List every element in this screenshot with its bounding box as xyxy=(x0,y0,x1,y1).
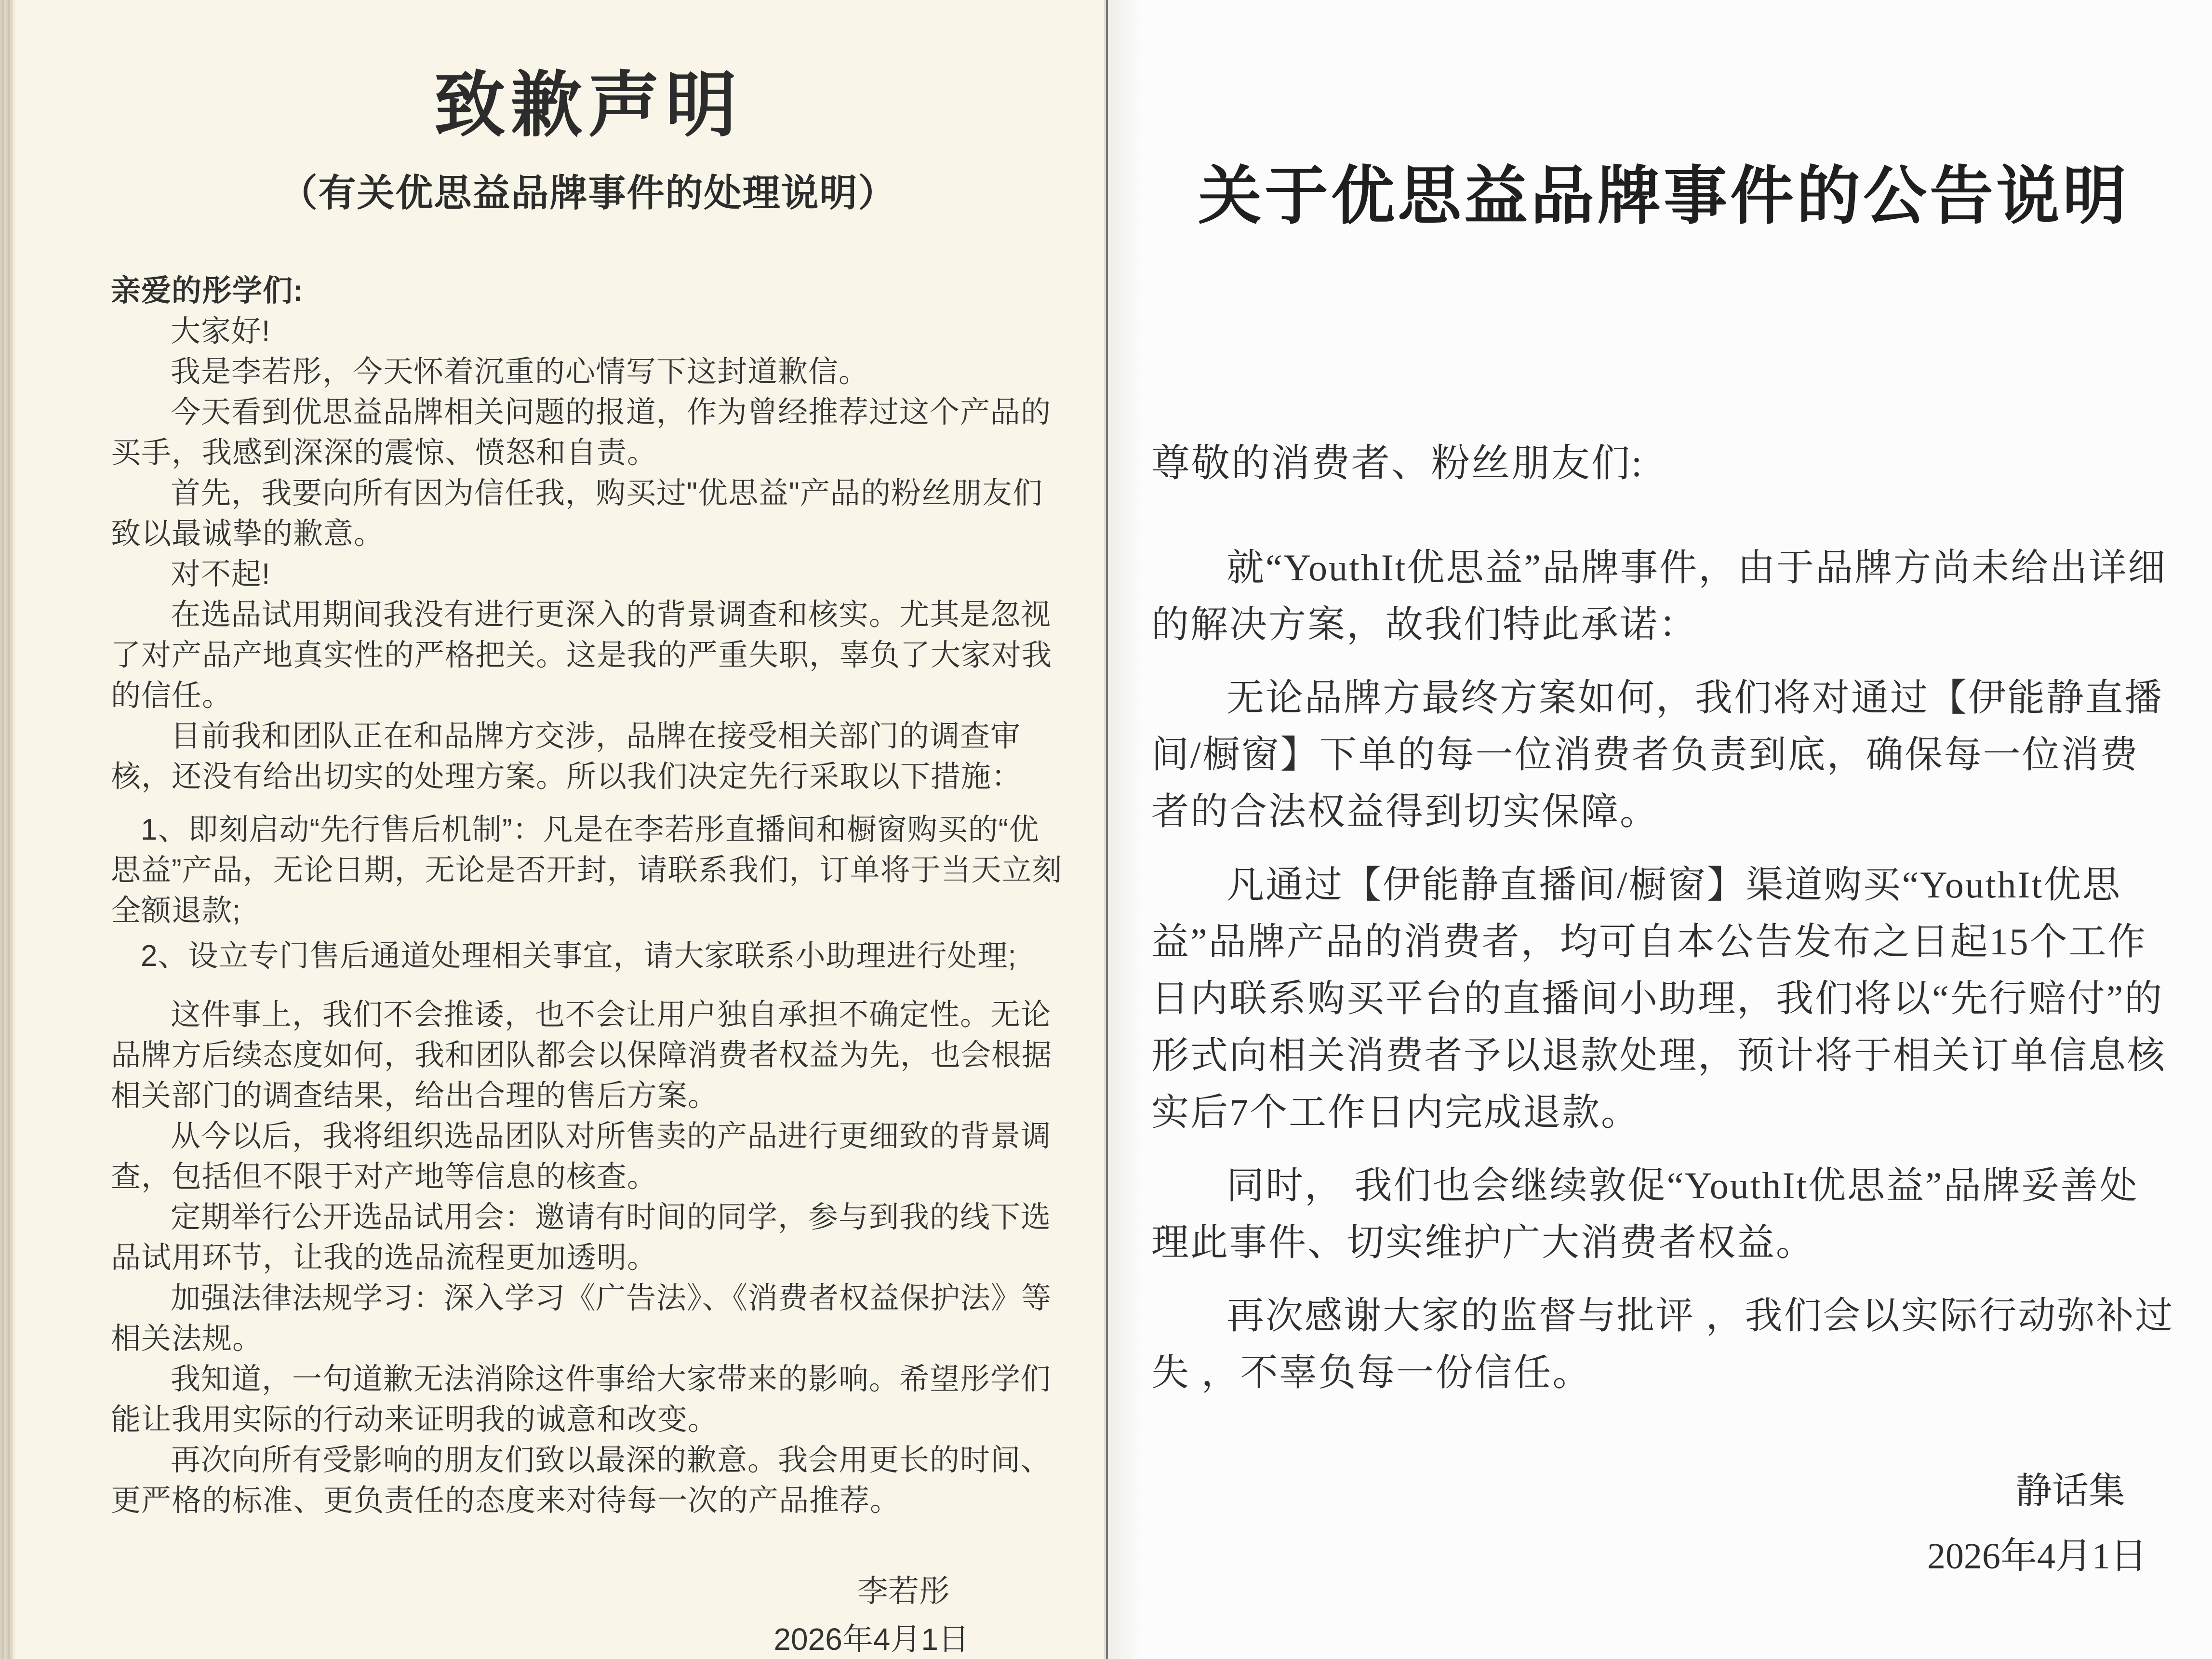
paragraph: 再次向所有受影响的朋友们致以最深的歉意。我会用更长的时间、更严格的标准、更负责任的态度来对待每一次的产品推荐。 xyxy=(111,1444,1052,1517)
paragraph: 对不起! xyxy=(171,558,271,591)
apology-measures-list xyxy=(111,810,1066,977)
paragraph: 今天看到优思益品牌相关问题的报道，作为曾经推荐过这个产品的买手，我感到深深的震惊、愤怒和自责。 xyxy=(111,396,1052,469)
announcement-salutation: 尊敬的消费者、粉丝朋友们: xyxy=(1151,442,1644,485)
paragraph: 这件事上，我们不会推诿，也不会让用户独自承担不确定性。无论品牌方后续态度如何，我和团队都会以保障消费者权益为先，也会根据相关部门的调查结果，给出合理的售后方案。 xyxy=(111,998,1053,1112)
announcement-signature: 静话集 xyxy=(2015,1471,2125,1512)
announcement-date: 2026年4月1日 xyxy=(1927,1536,2147,1577)
paragraph: 2、设立专门售后通道处理相关事宜，请大家联系小助理进行处理; xyxy=(141,939,1017,973)
paragraph: 就“YouthIt优思益”品牌事件，由于品牌方尚未给出详细的解决方案，故我们特此承诺： xyxy=(1151,547,2167,645)
paragraph: 定期举行公开选品试用会：邀请有时间的同学，参与到我的线下选品试用环节，让我的选品流程更加透明。 xyxy=(111,1201,1052,1274)
paragraph: 无论品牌方最终方案如何，我们将对通过【伊能静直播间/橱窗】下单的每一位消费者负责到底，确保每一位消费者的合法权益得到切实保障。 xyxy=(1151,677,2164,832)
paragraph: 从今以后，我将组织选品团队对所售卖的产品进行更细致的背景调查，包括但不限于对产地等信息的核查。 xyxy=(111,1120,1052,1193)
paragraph: 大家好! xyxy=(171,315,271,348)
paragraph: 凡通过【伊能静直播间/橱窗】渠道购买“YouthIt优思益”品牌产品的消费者，均可自本公告发布之日起15个工作日内联系购买平台的直播间小助理，我们将以“先行赔付”的形式向相关消费者予以退款处理，预计将于相关订单信息核实后7个工作日内完成退款。 xyxy=(1151,864,2167,1133)
announcement-page xyxy=(1108,0,2212,1659)
paragraph: 1、即刻启动“先行售后机制”：凡是在李若彤直播间和橱窗购买的“优思益”产品，无论日期，无论是否开封，请联系我们，订单将于当天立刻全额退款; xyxy=(111,813,1063,927)
paragraph: 加强法律法规学习：深入学习《广告法》、《消费者权益保护法》等相关法规。 xyxy=(111,1282,1052,1355)
paragraph: 我知道，一句道歉无法消除这件事给大家带来的影响。希望彤学们能让我用实际的行动来证明我的诚意和改变。 xyxy=(111,1363,1052,1436)
apology-body-paragraphs xyxy=(111,311,1066,797)
page-edge-texture xyxy=(0,0,15,1659)
announcement-title: 关于优思益品牌事件的公告说明 xyxy=(1198,161,2129,232)
apology-signature: 李若彤 xyxy=(857,1574,950,1608)
paragraph: 同时， 我们也会继续敦促“YouthIt优思益”品牌妥善处理此事件、切实维护广大消费者权益。 xyxy=(1151,1164,2139,1263)
apology-date: 2026年4月1日 xyxy=(773,1622,969,1657)
paragraph: 首先，我要向所有因为信任我，购买过"优思益"产品的粉丝朋友们致以最诚挚的歉意。 xyxy=(111,477,1043,550)
paragraph: 我是李若彤，今天怀着沉重的心情写下这封道歉信。 xyxy=(171,355,869,388)
apology-closing-paragraphs xyxy=(111,995,1066,1521)
apology-subtitle: （有关优思益品牌事件的处理说明） xyxy=(280,172,897,214)
apology-salutation: 亲爱的彤学们: xyxy=(111,274,304,308)
paragraph: 在选品试用期间我没有进行更深入的背景调查和核实。尤其是忽视了对产品产地真实性的严格把关。这是我的严重失职，辜负了大家对我的信任。 xyxy=(111,598,1053,712)
paragraph: 再次感谢大家的监督与批评 ，我们会以实际行动弥补过失 ，不辜负每一份信任。 xyxy=(1151,1295,2174,1393)
announcement-body-paragraphs xyxy=(1151,539,2176,1401)
paragraph: 目前我和团队正在和品牌方交涉，品牌在接受相关部门的调查审核，还没有给出切实的处理方案。所以我们决定先行采取以下措施： xyxy=(111,720,1022,793)
apology-title: 致歉声明 xyxy=(434,67,743,146)
